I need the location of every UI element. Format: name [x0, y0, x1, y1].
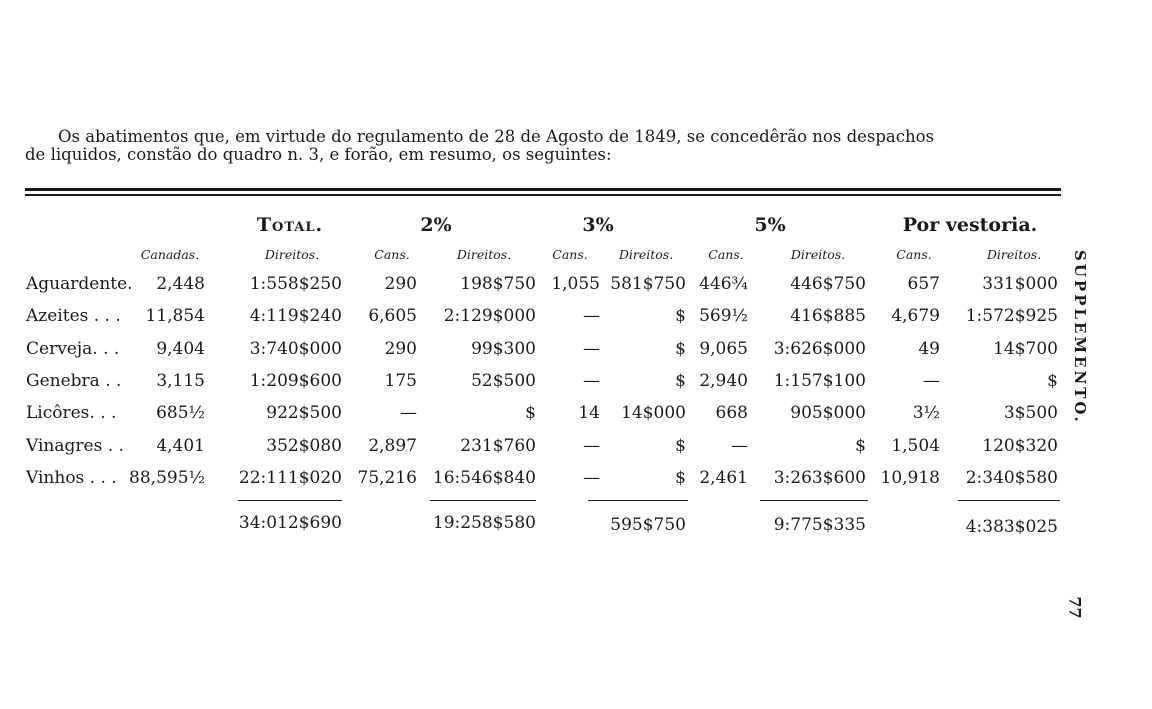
header-5pct: 5%	[754, 214, 786, 236]
cell-cans3: —	[583, 338, 600, 359]
cell-cans2: 175	[384, 370, 417, 391]
cell-cans3: —	[583, 467, 600, 488]
cell-cans5: 9,065	[699, 338, 748, 359]
cell-dir5: 3:263$600	[773, 467, 866, 488]
cell-cans5: 2,461	[699, 467, 748, 488]
cell-total: 1:558$250	[249, 274, 342, 294]
cell-dirv: 331$000	[982, 274, 1058, 294]
cell-dir5: 446$750	[790, 274, 866, 294]
cell-dirv: 120$320	[982, 435, 1058, 456]
sum-line-3pct	[588, 500, 688, 502]
row-label: Vinagres . .	[26, 435, 124, 456]
subheader-total-direitos: Direitos.	[264, 247, 320, 262]
row-label: Vinhos . . .	[26, 467, 117, 488]
cell-cans3: 14	[578, 403, 600, 424]
cell-cans5: 569½	[699, 306, 748, 327]
sum-3pct: 595$750	[610, 515, 686, 535]
cell-cans3: —	[583, 435, 600, 456]
cell-dir3: 581$750	[610, 274, 686, 294]
sum-line-5pct	[760, 500, 868, 502]
cell-total: 3:740$000	[249, 338, 342, 359]
cell-cans2: 75,216	[357, 467, 417, 488]
header-total: Total.	[256, 214, 324, 236]
cell-canadas: 3,115	[156, 370, 205, 391]
cell-canadas: 9,404	[156, 338, 205, 359]
cell-dir3: 14$000	[621, 403, 686, 424]
cell-total: 922$500	[266, 403, 342, 424]
header-vestoria: Por vestoria.	[902, 214, 1038, 236]
cell-cans3: —	[583, 370, 600, 391]
cell-cans3: —	[583, 306, 600, 327]
cell-dir3: $	[675, 467, 686, 488]
cell-dirv: 14$700	[993, 338, 1058, 359]
total-sum: 34:012$690	[238, 513, 342, 533]
cell-dir2: 2:129$000	[443, 306, 536, 327]
cell-dir5: 1:157$100	[773, 370, 866, 391]
cell-cans5: 668	[715, 403, 748, 424]
subheader-cans-2: Cans.	[374, 247, 410, 262]
cell-dirv: 3$500	[1003, 403, 1058, 424]
subheader-direitos-2: Direitos.	[456, 247, 512, 262]
cell-canadas: 2,448	[156, 274, 205, 294]
cell-cansv: 10,918	[880, 467, 940, 488]
cell-cans5: 446¾	[699, 274, 748, 294]
intro-paragraph	[25, 128, 1065, 164]
row-label: Aguardente.	[26, 274, 133, 294]
intro-line-1: Os abatimentos que, em virtude do regulamento de 28 de Agosto de 1849, se concedêrão nos despachos	[58, 127, 935, 146]
cell-dir2: 198$750	[460, 274, 536, 294]
subheader-direitos-5: Direitos.	[790, 247, 846, 262]
cell-cansv: 49	[918, 338, 940, 359]
cell-cans5: 2,940	[699, 370, 748, 391]
row-label: Cerveja. . .	[26, 338, 120, 359]
cell-cansv: 4,679	[891, 306, 940, 327]
header-3pct: 3%	[582, 214, 614, 236]
cell-cans3: 1,055	[551, 274, 600, 294]
cell-total: 4:119$240	[249, 306, 342, 327]
cell-cansv: 1,504	[891, 435, 940, 456]
row-label: Genebra . .	[26, 370, 122, 391]
cell-cansv: 657	[907, 274, 940, 294]
cell-cans2: 290	[384, 274, 417, 294]
cell-cans2: —	[400, 403, 417, 424]
cell-dir3: $	[675, 338, 686, 359]
cell-cansv: 3½	[912, 403, 940, 424]
sum-line-total	[238, 500, 342, 502]
cell-dir5: 905$000	[790, 403, 866, 424]
page-number: 77	[1065, 596, 1085, 619]
cell-dir2: 99$300	[471, 338, 536, 359]
row-label: Azeites . . .	[26, 306, 121, 327]
cell-dir5: 416$885	[790, 306, 866, 327]
intro-line-2: de liquidos, constão do quadro n. 3, e forão, em resumo, os seguintes:	[25, 145, 612, 164]
cell-dirv: 1:572$925	[965, 306, 1058, 327]
cell-dir2: 52$500	[471, 370, 536, 391]
cell-dirv: $	[1047, 370, 1058, 391]
side-label: SUPPLEMENTO.	[1071, 250, 1089, 425]
cell-dirv: 2:340$580	[965, 467, 1058, 488]
subheader-direitos-3: Direitos.	[618, 247, 674, 262]
cell-canadas: 685½	[156, 403, 205, 424]
sum-vestoria: 4:383$025	[965, 517, 1058, 537]
subheader-cans-v: Cans.	[896, 247, 932, 262]
sum-5pct: 9:775$335	[773, 515, 866, 535]
cell-dir5: $	[855, 435, 866, 456]
subheader-cans-3: Cans.	[552, 247, 588, 262]
sum-line-2pct	[430, 500, 536, 502]
cell-cans2: 2,897	[368, 435, 417, 456]
header-2pct: 2%	[420, 214, 452, 236]
top-rule-thin	[25, 194, 1061, 196]
subheader-cans-5: Cans.	[708, 247, 744, 262]
cell-canadas: 4,401	[156, 435, 205, 456]
cell-dir2: 16:546$840	[432, 467, 536, 488]
row-label: Licôres. . .	[26, 403, 117, 424]
top-rule-thick	[25, 188, 1061, 191]
cell-dir2: $	[525, 403, 536, 424]
cell-canadas: 11,854	[145, 306, 205, 327]
cell-cans5: —	[731, 435, 748, 456]
subheader-canadas: Canadas.	[140, 247, 200, 262]
cell-dir3: $	[675, 306, 686, 327]
cell-total: 1:209$600	[249, 370, 342, 391]
cell-total: 352$080	[266, 435, 342, 456]
sum-2pct: 19:258$580	[432, 513, 536, 533]
cell-total: 22:111$020	[238, 467, 342, 488]
subheader-direitos-v: Direitos.	[986, 247, 1042, 262]
sum-line-vestoria	[958, 500, 1060, 502]
cell-dir2: 231$760	[460, 435, 536, 456]
cell-cans2: 6,605	[368, 306, 417, 327]
cell-dir3: $	[675, 370, 686, 391]
cell-cans2: 290	[384, 338, 417, 359]
cell-canadas: 88,595½	[129, 467, 205, 488]
cell-dir5: 3:626$000	[773, 338, 866, 359]
cell-dir3: $	[675, 435, 686, 456]
cell-cansv: —	[923, 370, 940, 391]
